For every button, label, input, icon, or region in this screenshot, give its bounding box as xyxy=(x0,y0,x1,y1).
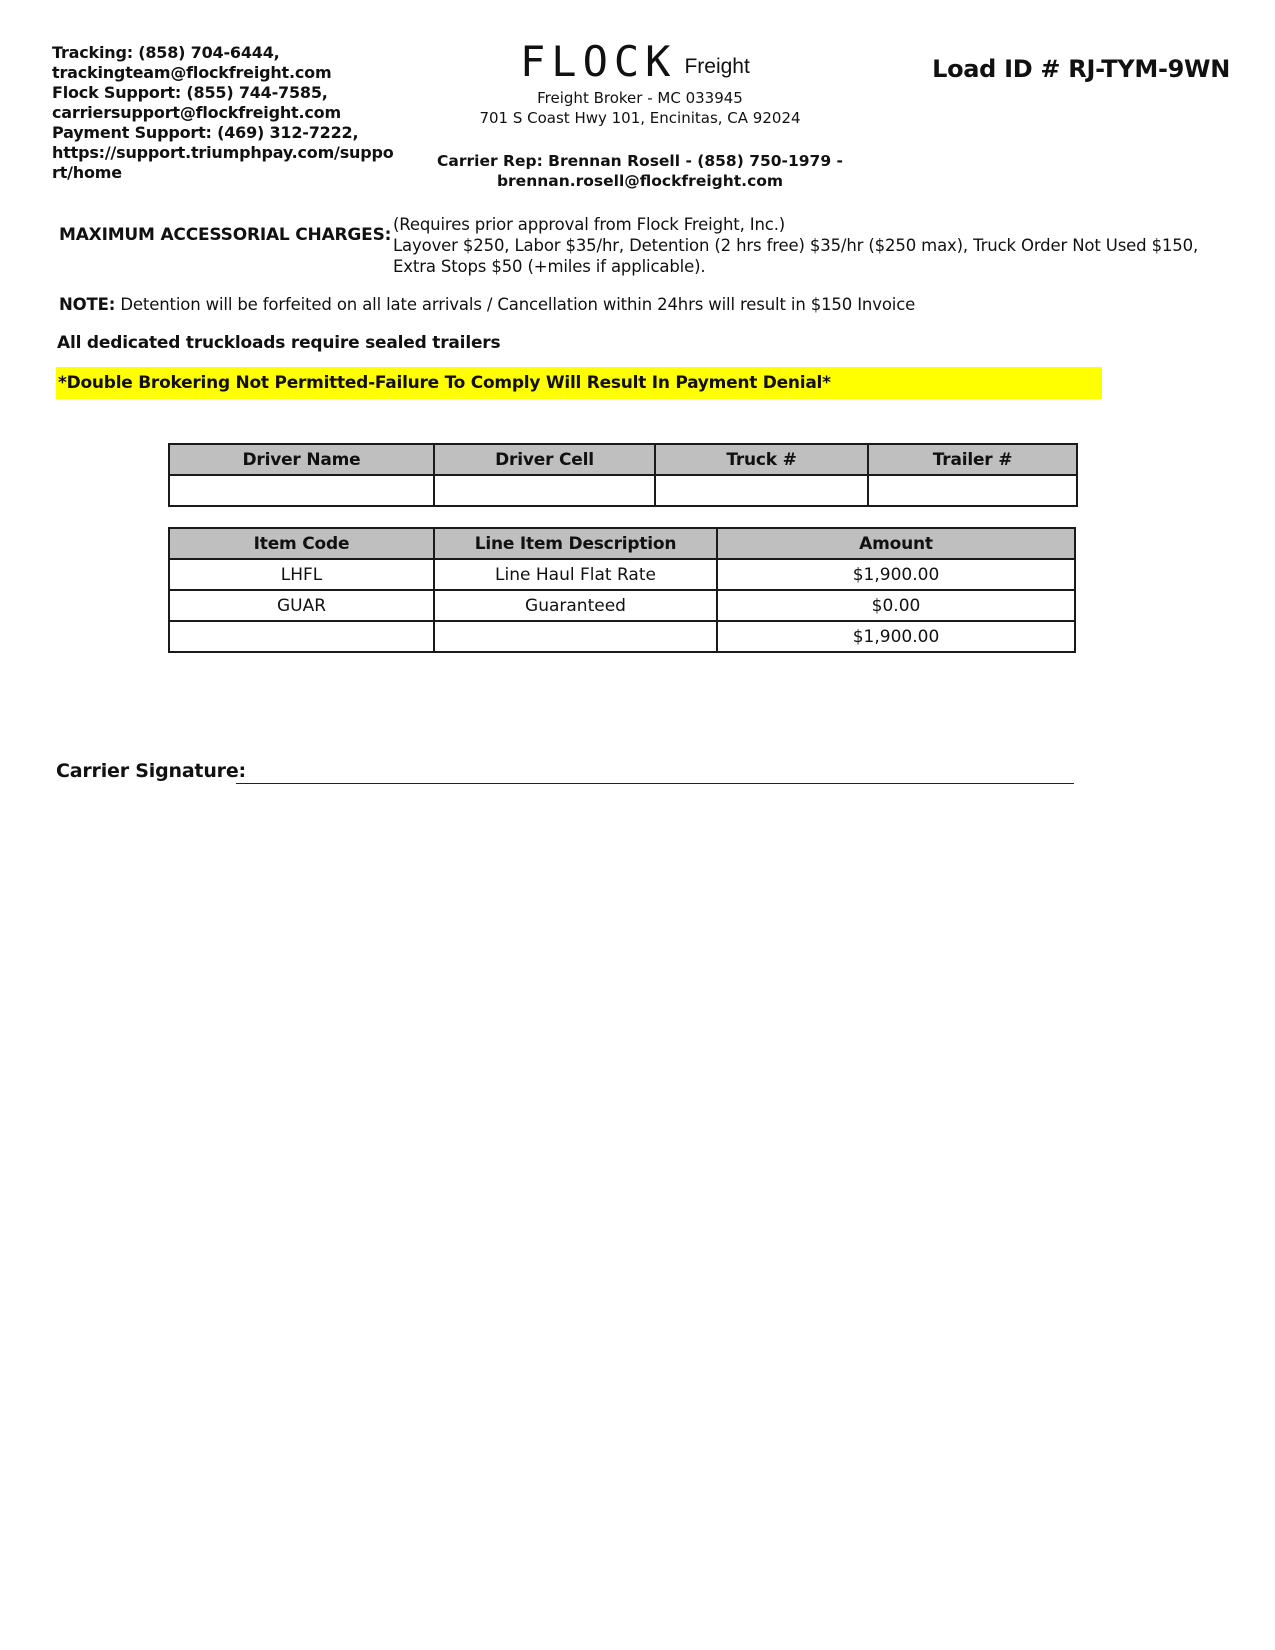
note-label: NOTE: xyxy=(59,295,116,314)
logo-word: Freight xyxy=(684,55,750,78)
carrier-rep-line1: Carrier Rep: Brennan Rosell - (858) 750-1979 - xyxy=(437,152,843,170)
driver-cell-header: Driver Cell xyxy=(434,444,655,475)
broker-info xyxy=(440,88,840,128)
accessorial-text xyxy=(393,214,1213,277)
carrier-rep-line2: brennan.rosell@flockfreight.com xyxy=(496,172,784,190)
amount-header: Amount xyxy=(717,528,1075,559)
table-row-total xyxy=(169,621,1075,652)
carrier-signature-label: Carrier Signature: xyxy=(56,760,246,782)
driver-name-header: Driver Name xyxy=(169,444,434,475)
total-amount-cell: $1,900.00 xyxy=(717,621,1075,652)
truck-number-header: Truck # xyxy=(655,444,868,475)
tracking-phone: Tracking: (858) 704-6444, xyxy=(52,43,280,62)
company-logo xyxy=(520,37,750,86)
item-code-cell: LHFL xyxy=(169,559,434,590)
item-code-header: Item Code xyxy=(169,528,434,559)
description-cell: Line Haul Flat Rate xyxy=(434,559,717,590)
item-code-cell: GUAR xyxy=(169,590,434,621)
note xyxy=(59,295,915,314)
description-header: Line Item Description xyxy=(434,528,717,559)
table-row xyxy=(169,559,1075,590)
table-header-row xyxy=(169,528,1075,559)
description-cell xyxy=(434,621,717,652)
contact-block xyxy=(52,43,397,183)
table-header-row xyxy=(169,444,1077,475)
driver-cell-cell[interactable] xyxy=(434,475,655,506)
amount-cell: $0.00 xyxy=(717,590,1075,621)
accessorial-approval: (Requires prior approval from Flock Freight, Inc.) xyxy=(393,215,786,234)
payment-url: https://support.triumphpay.com/support/home xyxy=(52,143,394,182)
support-email: carriersupport@flockfreight.com xyxy=(52,103,341,122)
accessorial-label: MAXIMUM ACCESSORIAL CHARGES: xyxy=(59,225,392,245)
description-cell: Guaranteed xyxy=(434,590,717,621)
driver-name-cell[interactable] xyxy=(169,475,434,506)
carrier-signature-line[interactable] xyxy=(236,783,1074,784)
note-text: Detention will be forfeited on all late arrivals / Cancellation within 24hrs will result in $150 Invoice xyxy=(120,295,916,314)
carrier-rep xyxy=(430,151,850,191)
trailer-number-cell[interactable] xyxy=(868,475,1077,506)
item-code-cell xyxy=(169,621,434,652)
sealed-notice: All dedicated truckloads require sealed trailers xyxy=(57,333,501,353)
line-items-table xyxy=(168,527,1076,653)
broker-address: 701 S Coast Hwy 101, Encinitas, CA 92024 xyxy=(479,109,801,127)
driver-table xyxy=(168,443,1078,507)
tracking-email: trackingteam@flockfreight.com xyxy=(52,63,332,82)
payment-phone: Payment Support: (469) 312-7222, xyxy=(52,123,359,142)
load-id: Load ID # RJ-TYM-9WN xyxy=(932,55,1230,83)
accessorial-charges: Layover $250, Labor $35/hr, Detention (2 hrs free) $35/hr ($250 max), Truck Order Not Used $150, Extra Stops $50 (+miles if applicable). xyxy=(393,236,1199,276)
support-phone: Flock Support: (855) 744-7585, xyxy=(52,83,328,102)
table-row xyxy=(169,475,1077,506)
trailer-number-header: Trailer # xyxy=(868,444,1077,475)
truck-number-cell[interactable] xyxy=(655,475,868,506)
table-row xyxy=(169,590,1075,621)
logo-mark: FLOCK xyxy=(520,37,677,86)
double-brokering-warning: *Double Brokering Not Permitted-Failure To Comply Will Result In Payment Denial* xyxy=(56,367,1102,399)
broker-mc-line: Freight Broker - MC 033945 xyxy=(537,89,743,107)
amount-cell: $1,900.00 xyxy=(717,559,1075,590)
